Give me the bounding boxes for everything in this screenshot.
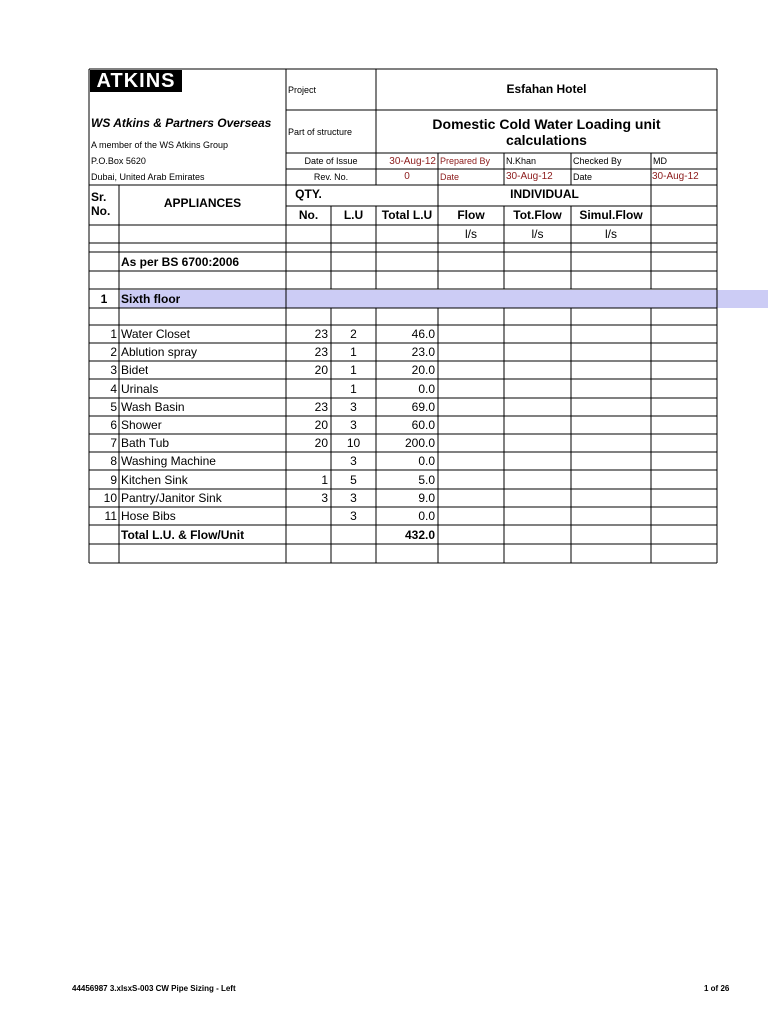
row-lu: 3 xyxy=(350,400,357,414)
row-lu: 1 xyxy=(350,345,357,359)
row-sr-number: 4 xyxy=(110,382,117,396)
lu-header: L.U xyxy=(343,208,364,222)
sr-header-line2: No. xyxy=(91,204,111,218)
sr-header-line1: Sr. xyxy=(91,190,107,204)
row-qty-no: 20 xyxy=(314,363,328,377)
row-total-lu: 200.0 xyxy=(404,436,435,450)
row-sr-number: 10 xyxy=(103,491,117,505)
row-qty-no: 20 xyxy=(314,418,328,432)
date2-value: 30-Aug-12 xyxy=(652,171,699,182)
row-appliance-name: Washing Machine xyxy=(121,454,216,468)
row-sr-number: 3 xyxy=(110,363,117,377)
row-appliance-name: Kitchen Sink xyxy=(121,473,188,487)
project-value: Esfahan Hotel xyxy=(506,82,587,96)
row-lu: 1 xyxy=(350,382,357,396)
date-label: Date xyxy=(440,172,460,182)
rev-no-label: Rev. No. xyxy=(313,172,349,182)
row-appliance-name: Water Closet xyxy=(121,327,190,341)
flow-unit: l/s xyxy=(465,227,477,241)
row-appliance-name: Bath Tub xyxy=(121,436,170,450)
total-lu-header: Total L.U xyxy=(381,208,433,222)
qty-header: QTY. xyxy=(295,187,322,201)
total-value: 432.0 xyxy=(404,528,435,542)
prepared-by-label: Prepared By xyxy=(440,156,491,166)
footer-filename: 44456987 3.xlsxS-003 CW Pipe Sizing - Left xyxy=(72,984,236,993)
row-total-lu: 23.0 xyxy=(411,345,435,359)
row-total-lu: 0.0 xyxy=(418,454,435,468)
row-total-lu: 20.0 xyxy=(411,363,435,377)
no-header: No. xyxy=(298,208,319,222)
section-title: Sixth floor xyxy=(121,292,181,306)
row-lu: 2 xyxy=(350,327,357,341)
row-appliance-name: Bidet xyxy=(121,363,149,377)
section-number: 1 xyxy=(100,292,108,306)
tot-flow-unit: l/s xyxy=(531,227,544,241)
simul-flow-unit: l/s xyxy=(605,227,617,241)
row-appliance-name: Shower xyxy=(121,418,162,432)
row-sr-number: 9 xyxy=(110,473,117,487)
row-lu: 3 xyxy=(350,491,357,505)
standard-label: As per BS 6700:2006 xyxy=(121,255,240,269)
city-text: Dubai, United Arab Emirates xyxy=(91,172,205,182)
footer-page-number: 1 of 26 xyxy=(704,984,730,993)
row-qty-no: 23 xyxy=(314,345,328,359)
row-sr-number: 1 xyxy=(110,327,117,341)
row-sr-number: 8 xyxy=(110,454,117,468)
row-appliance-name: Urinals xyxy=(121,382,159,396)
pobox-text: P.O.Box 5620 xyxy=(91,156,146,166)
row-appliance-name: Wash Basin xyxy=(121,400,185,414)
flow-header: Flow xyxy=(457,208,485,222)
row-appliance-name: Hose Bibs xyxy=(121,509,176,523)
row-qty-no: 3 xyxy=(321,491,328,505)
row-qty-no: 23 xyxy=(314,400,328,414)
appliances-header: APPLIANCES xyxy=(163,196,242,210)
member-text: A member of the WS Atkins Group xyxy=(91,140,229,150)
row-total-lu: 0.0 xyxy=(418,509,435,523)
row-lu: 5 xyxy=(350,473,357,487)
row-total-lu: 69.0 xyxy=(411,400,435,414)
date-of-issue-value: 30-Aug-12 xyxy=(389,156,436,167)
row-sr-number: 2 xyxy=(110,345,117,359)
row-appliance-name: Ablution spray xyxy=(121,345,198,359)
row-lu: 3 xyxy=(350,454,357,468)
checked-by-value: MD xyxy=(653,156,667,166)
prepared-by-value: N.Khan xyxy=(506,156,537,166)
part-of-structure-line2: calculations xyxy=(506,132,587,148)
row-total-lu: 46.0 xyxy=(411,327,435,341)
row-sr-number: 6 xyxy=(110,418,117,432)
row-qty-no: 23 xyxy=(314,327,328,341)
tot-flow-header: Tot.Flow xyxy=(513,208,562,222)
project-label: Project xyxy=(288,85,317,95)
row-sr-number: 7 xyxy=(110,436,117,450)
checked-by-label: Checked By xyxy=(573,156,622,166)
individual-header: INDIVIDUAL xyxy=(510,187,579,201)
row-total-lu: 60.0 xyxy=(411,418,435,432)
row-qty-no: 1 xyxy=(321,473,328,487)
total-label: Total L.U. & Flow/Unit xyxy=(121,528,245,542)
row-total-lu: 5.0 xyxy=(418,473,435,487)
row-lu: 10 xyxy=(346,436,361,450)
simul-flow-header: Simul.Flow xyxy=(579,208,643,222)
row-lu: 1 xyxy=(350,363,357,377)
row-sr-number: 5 xyxy=(110,400,117,414)
part-of-structure-line1: Domestic Cold Water Loading unit xyxy=(432,116,661,132)
row-lu: 3 xyxy=(350,418,357,432)
row-sr-number: 11 xyxy=(104,509,117,523)
date-value: 30-Aug-12 xyxy=(506,171,553,182)
row-lu: 3 xyxy=(350,509,357,523)
date2-label: Date xyxy=(573,172,593,182)
date-of-issue-label: Date of Issue xyxy=(304,156,358,166)
part-of-structure-label: Part of structure xyxy=(288,127,353,137)
row-total-lu: 9.0 xyxy=(418,491,435,505)
row-total-lu: 0.0 xyxy=(418,382,435,396)
rev-no-value: 0 xyxy=(404,171,410,182)
atkins-logo: ATKINS xyxy=(90,70,182,92)
row-qty-no: 20 xyxy=(314,436,328,450)
company-name: WS Atkins & Partners Overseas xyxy=(91,116,272,130)
row-appliance-name: Pantry/Janitor Sink xyxy=(121,491,222,505)
